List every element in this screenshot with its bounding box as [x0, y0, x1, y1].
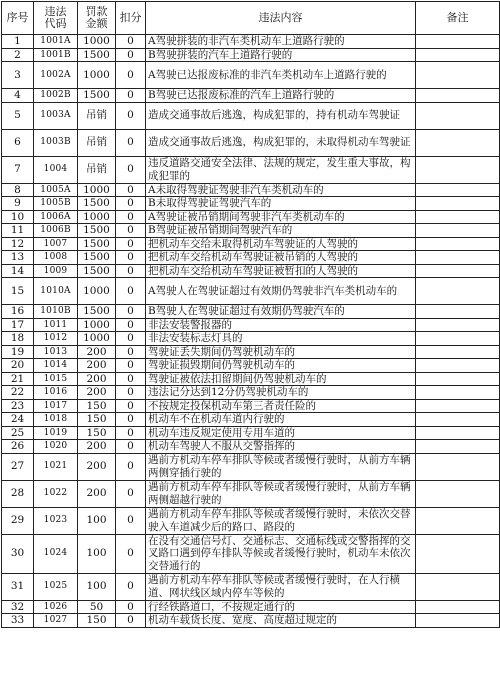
cell-points: 0: [116, 210, 146, 224]
cell-fine: 200: [78, 345, 116, 359]
cell-remark: [416, 89, 500, 103]
cell-remark: [416, 440, 500, 454]
cell-seq: 13: [2, 251, 34, 265]
table-row: [2, 102, 500, 129]
cell-seq: 17: [2, 318, 34, 332]
table-row: [2, 426, 500, 440]
cell-seq: 4: [2, 89, 34, 103]
table-row: [2, 359, 500, 373]
cell-content: B驾驶证被吊销期间驾驶汽车的: [146, 224, 416, 238]
cell-points: 0: [116, 359, 146, 373]
cell-code: 1013: [34, 345, 78, 359]
table-row: [2, 278, 500, 305]
cell-remark: [416, 332, 500, 346]
cell-content: 遇前方机动车停车排队等候或者缓慢行驶时，从前方车辆两侧穿插行驶的: [146, 453, 416, 480]
cell-points: 0: [116, 156, 146, 183]
cell-code: 1020: [34, 440, 78, 454]
cell-points: 0: [116, 534, 146, 573]
cell-content: 遇前方机动车停车排队等候或者缓慢行驶时，未依次交替驶入车道减少后的路口、路段的: [146, 507, 416, 534]
cell-points: 0: [116, 278, 146, 305]
table-row: [2, 386, 500, 400]
cell-code: 1026: [34, 600, 78, 614]
cell-points: 0: [116, 345, 146, 359]
cell-content: 驾驶证被依法扣留期间仍驾驶机动车的: [146, 372, 416, 386]
cell-remark: [416, 129, 500, 156]
cell-content: 把机动车交给机动车驾驶证被吊销的人驾驶的: [146, 251, 416, 265]
cell-content: 在没有交通信号灯、交通标志、交通标线或交警指挥的交叉路口遇到停车排队等候或者缓慢行驶时，机动车未依次交替通行的: [146, 534, 416, 573]
cell-remark: [416, 210, 500, 224]
violation-table: [1, 1, 500, 628]
cell-seq: 24: [2, 413, 34, 427]
cell-fine: 200: [78, 480, 116, 507]
cell-seq: 18: [2, 332, 34, 346]
cell-code: 1012: [34, 332, 78, 346]
cell-points: 0: [116, 62, 146, 89]
table-row: [2, 318, 500, 332]
cell-remark: [416, 480, 500, 507]
cell-fine: 200: [78, 359, 116, 373]
cell-points: 0: [116, 440, 146, 454]
cell-fine: 1000: [78, 183, 116, 197]
cell-code: 1016: [34, 386, 78, 400]
cell-fine: 150: [78, 614, 116, 628]
cell-remark: [416, 48, 500, 62]
table-row: [2, 305, 500, 319]
cell-code: 1008: [34, 251, 78, 265]
table-row: [2, 89, 500, 103]
header-code-line2: 代码: [44, 17, 67, 30]
cell-seq: 6: [2, 129, 34, 156]
table-row: [2, 197, 500, 211]
cell-fine: 1000: [78, 332, 116, 346]
cell-code: 1001B: [34, 48, 78, 62]
header-fine-line2: 金额: [85, 17, 108, 30]
cell-code: 1019: [34, 426, 78, 440]
table-row: [2, 224, 500, 238]
cell-points: 0: [116, 264, 146, 278]
cell-remark: [416, 305, 500, 319]
cell-seq: 32: [2, 600, 34, 614]
cell-content: 机动车驾驶人不服从交警指挥的: [146, 440, 416, 454]
header-seq: 序号: [2, 2, 34, 35]
cell-content: 违反道路交通安全法律、法规的规定，发生重大事故，构成犯罪的: [146, 156, 416, 183]
cell-seq: 20: [2, 359, 34, 373]
cell-fine: 100: [78, 507, 116, 534]
table-row: [2, 237, 500, 251]
cell-fine: 1500: [78, 89, 116, 103]
cell-seq: 21: [2, 372, 34, 386]
table-row: [2, 614, 500, 628]
header-row: [2, 2, 500, 35]
cell-fine: 1500: [78, 237, 116, 251]
cell-remark: [416, 318, 500, 332]
cell-content: 非法安装警报器的: [146, 318, 416, 332]
cell-content: 行经铁路道口，不按规定通行的: [146, 600, 416, 614]
cell-content: 把机动车交给机动车驾驶证被暂扣的人驾驶的: [146, 264, 416, 278]
cell-seq: 30: [2, 534, 34, 573]
cell-code: 1009: [34, 264, 78, 278]
cell-code: 1006A: [34, 210, 78, 224]
cell-code: 1015: [34, 372, 78, 386]
cell-content: 不按规定投保机动车第三者责任险的: [146, 399, 416, 413]
header-remarks: 备注: [416, 2, 500, 35]
cell-content: 遇前方机动车停车排队等候或者缓慢行驶时，从前方车辆两侧超越行驶的: [146, 480, 416, 507]
cell-fine: 1500: [78, 305, 116, 319]
cell-seq: 26: [2, 440, 34, 454]
table-row: [2, 129, 500, 156]
cell-points: 0: [116, 102, 146, 129]
cell-remark: [416, 183, 500, 197]
cell-remark: [416, 224, 500, 238]
cell-remark: [416, 359, 500, 373]
cell-remark: [416, 197, 500, 211]
violation-fine-sheet: [1, 1, 500, 628]
cell-content: 遇前方机动车停车排队等候或者缓慢行驶时，在人行横道、网状线区域内停车等候的: [146, 573, 416, 600]
cell-points: 0: [116, 318, 146, 332]
cell-fine: 150: [78, 399, 116, 413]
cell-fine: 1000: [78, 62, 116, 89]
cell-remark: [416, 237, 500, 251]
cell-seq: 7: [2, 156, 34, 183]
cell-fine: 1000: [78, 278, 116, 305]
table-row: [2, 156, 500, 183]
table-row: [2, 264, 500, 278]
cell-seq: 27: [2, 453, 34, 480]
header-code: [34, 2, 78, 35]
cell-fine: 150: [78, 426, 116, 440]
cell-content: 非法安装标志灯具的: [146, 332, 416, 346]
cell-points: 0: [116, 614, 146, 628]
cell-remark: [416, 453, 500, 480]
cell-points: 0: [116, 224, 146, 238]
cell-seq: 19: [2, 345, 34, 359]
cell-code: 1003A: [34, 102, 78, 129]
cell-content: B驾驶已达报废标准的汽车上道路行驶的: [146, 89, 416, 103]
cell-content: 机动车违反规定使用专用车道的: [146, 426, 416, 440]
cell-fine: 1000: [78, 35, 116, 49]
cell-fine: 100: [78, 573, 116, 600]
cell-points: 0: [116, 332, 146, 346]
cell-code: 1018: [34, 413, 78, 427]
cell-fine: 1500: [78, 264, 116, 278]
cell-fine: 150: [78, 413, 116, 427]
cell-points: 0: [116, 600, 146, 614]
cell-code: 1021: [34, 453, 78, 480]
table-row: [2, 48, 500, 62]
cell-code: 1002B: [34, 89, 78, 103]
cell-code: 1006B: [34, 224, 78, 238]
table-row: [2, 332, 500, 346]
cell-content: A驾驶已达报废标准的非汽车类机动车上道路行驶的: [146, 62, 416, 89]
cell-fine: 吊销: [78, 129, 116, 156]
header-fine: [78, 2, 116, 35]
cell-seq: 1: [2, 35, 34, 49]
cell-content: 机动车载货长度、宽度、高度超过规定的: [146, 614, 416, 628]
table-row: [2, 183, 500, 197]
cell-content: A驾驶人在驾驶证超过有效期仍驾驶非汽车类机动车的: [146, 278, 416, 305]
cell-fine: 吊销: [78, 102, 116, 129]
cell-seq: 25: [2, 426, 34, 440]
cell-remark: [416, 156, 500, 183]
cell-points: 0: [116, 251, 146, 265]
cell-remark: [416, 264, 500, 278]
cell-remark: [416, 278, 500, 305]
cell-seq: 23: [2, 399, 34, 413]
cell-remark: [416, 413, 500, 427]
table-row: [2, 345, 500, 359]
cell-code: 1011: [34, 318, 78, 332]
cell-code: 1001A: [34, 35, 78, 49]
cell-content: 违法记分达到12分仍驾驶机动车的: [146, 386, 416, 400]
cell-remark: [416, 62, 500, 89]
cell-remark: [416, 614, 500, 628]
cell-seq: 14: [2, 264, 34, 278]
cell-seq: 2: [2, 48, 34, 62]
cell-content: A未取得驾驶证驾驶非汽车类机动车的: [146, 183, 416, 197]
table-row: [2, 600, 500, 614]
cell-remark: [416, 573, 500, 600]
cell-seq: 12: [2, 237, 34, 251]
cell-points: 0: [116, 413, 146, 427]
table-row: [2, 413, 500, 427]
cell-seq: 15: [2, 278, 34, 305]
table-row: [2, 507, 500, 534]
cell-content: 造成交通事故后逃逸，构成犯罪的，未取得机动车驾驶证: [146, 129, 416, 156]
cell-code: 1010A: [34, 278, 78, 305]
cell-remark: [416, 345, 500, 359]
cell-remark: [416, 372, 500, 386]
cell-fine: 200: [78, 386, 116, 400]
cell-points: 0: [116, 399, 146, 413]
cell-code: 1003B: [34, 129, 78, 156]
cell-remark: [416, 426, 500, 440]
cell-remark: [416, 386, 500, 400]
table-row: [2, 251, 500, 265]
cell-code: 1005A: [34, 183, 78, 197]
table-row: [2, 534, 500, 573]
cell-points: 0: [116, 129, 146, 156]
cell-seq: 3: [2, 62, 34, 89]
cell-code: 1022: [34, 480, 78, 507]
table-body: [2, 35, 500, 628]
cell-content: 驾驶证丢失期间仍驾驶机动车的: [146, 345, 416, 359]
cell-code: 1014: [34, 359, 78, 373]
table-row: [2, 62, 500, 89]
cell-fine: 1500: [78, 224, 116, 238]
table-row: [2, 480, 500, 507]
cell-seq: 8: [2, 183, 34, 197]
cell-content: A驾驶拼装的非汽车类机动车上道路行驶的: [146, 35, 416, 49]
cell-fine: 200: [78, 440, 116, 454]
cell-code: 1007: [34, 237, 78, 251]
cell-points: 0: [116, 453, 146, 480]
cell-seq: 28: [2, 480, 34, 507]
cell-code: 1004: [34, 156, 78, 183]
cell-code: 1005B: [34, 197, 78, 211]
cell-points: 0: [116, 573, 146, 600]
cell-points: 0: [116, 48, 146, 62]
cell-code: 1023: [34, 507, 78, 534]
cell-seq: 29: [2, 507, 34, 534]
cell-code: 1010B: [34, 305, 78, 319]
cell-seq: 5: [2, 102, 34, 129]
cell-seq: 16: [2, 305, 34, 319]
cell-seq: 11: [2, 224, 34, 238]
cell-fine: 1000: [78, 210, 116, 224]
cell-remark: [416, 507, 500, 534]
table-row: [2, 440, 500, 454]
cell-code: 1017: [34, 399, 78, 413]
table-row: [2, 399, 500, 413]
cell-content: B驾驶拼装的汽车上道路行驶的: [146, 48, 416, 62]
table-row: [2, 372, 500, 386]
table-row: [2, 453, 500, 480]
cell-seq: 22: [2, 386, 34, 400]
cell-remark: [416, 399, 500, 413]
cell-points: 0: [116, 507, 146, 534]
cell-fine: 200: [78, 372, 116, 386]
cell-points: 0: [116, 237, 146, 251]
cell-seq: 10: [2, 210, 34, 224]
cell-fine: 100: [78, 534, 116, 573]
cell-content: A驾驶证被吊销期间驾驶非汽车类机动车的: [146, 210, 416, 224]
cell-points: 0: [116, 305, 146, 319]
cell-points: 0: [116, 89, 146, 103]
cell-seq: 9: [2, 197, 34, 211]
cell-fine: 吊销: [78, 156, 116, 183]
cell-points: 0: [116, 197, 146, 211]
table-row: [2, 35, 500, 49]
cell-fine: 1500: [78, 197, 116, 211]
cell-remark: [416, 251, 500, 265]
header-content: 违法内容: [146, 2, 416, 35]
cell-points: 0: [116, 372, 146, 386]
cell-fine: 1500: [78, 251, 116, 265]
cell-fine: 1500: [78, 48, 116, 62]
cell-remark: [416, 534, 500, 573]
cell-code: 1027: [34, 614, 78, 628]
cell-remark: [416, 35, 500, 49]
cell-code: 1025: [34, 573, 78, 600]
header-fine-line1: 罚款: [85, 5, 108, 18]
table-row: [2, 210, 500, 224]
cell-remark: [416, 600, 500, 614]
header-points: 扣分: [116, 2, 146, 35]
cell-code: 1024: [34, 534, 78, 573]
cell-points: 0: [116, 183, 146, 197]
cell-points: 0: [116, 480, 146, 507]
cell-fine: 200: [78, 453, 116, 480]
header-code-line1: 违法: [44, 5, 67, 18]
cell-seq: 31: [2, 573, 34, 600]
cell-points: 0: [116, 35, 146, 49]
cell-content: 造成交通事故后逃逸，构成犯罪的，持有机动车驾驶证: [146, 102, 416, 129]
cell-content: 把机动车交给未取得机动车驾驶证的人驾驶的: [146, 237, 416, 251]
cell-points: 0: [116, 386, 146, 400]
cell-remark: [416, 102, 500, 129]
cell-fine: 50: [78, 600, 116, 614]
cell-fine: 1000: [78, 318, 116, 332]
cell-points: 0: [116, 426, 146, 440]
table-row: [2, 573, 500, 600]
cell-seq: 33: [2, 614, 34, 628]
cell-content: B驾驶人在驾驶证超过有效期仍驾驶汽车的: [146, 305, 416, 319]
cell-content: B未取得驾驶证驾驶汽车的: [146, 197, 416, 211]
cell-code: 1002A: [34, 62, 78, 89]
cell-content: 驾驶证损毁期间仍驾驶机动车的: [146, 359, 416, 373]
cell-content: 机动车不在机动车道内行驶的: [146, 413, 416, 427]
